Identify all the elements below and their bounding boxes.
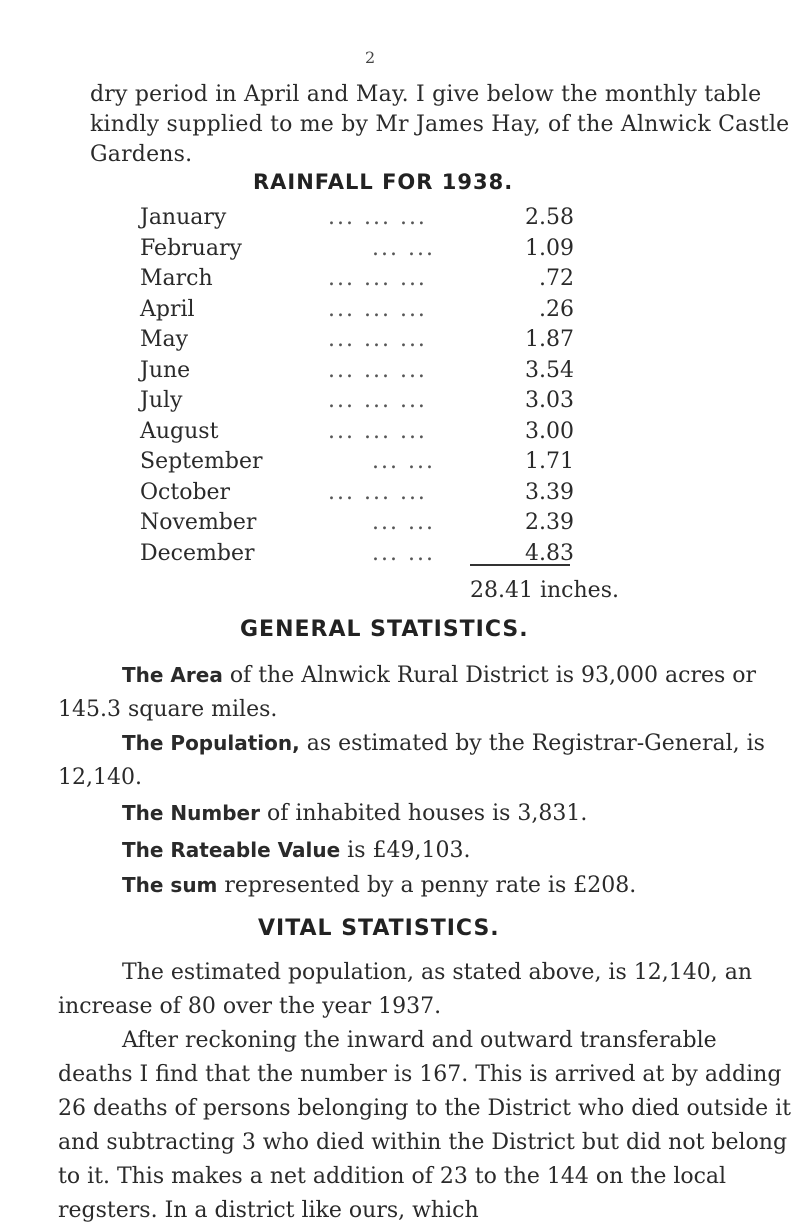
month-label: September [140, 449, 263, 474]
month-label: October [140, 479, 231, 505]
rainfall-row [140, 449, 610, 479]
penny-rate-statement [58, 868, 793, 903]
rainfall-value: .26 [539, 296, 574, 322]
rainfall-value: .72 [539, 266, 574, 291]
rainfall-row [140, 388, 610, 418]
penny-rate-label: The sum [122, 873, 218, 897]
leader-dots: ... ... ... [328, 418, 427, 444]
rainfall-title: RAINFALL FOR 1938. [253, 170, 514, 194]
total-rule [470, 564, 570, 566]
month-label: August [140, 418, 219, 444]
rainfall-value: 2.39 [525, 510, 574, 535]
month-label: May [140, 327, 189, 352]
population-text: as estimated by the Registrar-General, is 12,140. [58, 731, 765, 790]
rainfall-row [140, 327, 610, 357]
houses-text: of inhabited houses is 3,831. [266, 801, 588, 826]
houses-label: The Number [122, 801, 260, 825]
population-label: The Population, [122, 731, 300, 755]
rateable-text: is £49,103. [347, 838, 471, 863]
leader-dots: ... ... ... [328, 296, 427, 322]
area-label: The Area [122, 663, 223, 687]
vital-paragraph-1: The estimated population, as stated above, is 12,140, an increase of 80 over the year 1937. [58, 960, 752, 1019]
month-label: November [140, 510, 257, 535]
area-statement [58, 658, 793, 727]
vital-paragraph-2: After reckoning the inward and outward transferable deaths I find that the number is 167. This is arrived at by adding 26 deaths of persons belonging to the District who died outside it and subtracting 3 who died within the District but did not belong to it. This makes a net addition of 23 to the 144 on the local regsters. In a district like ours, which [58, 1028, 792, 1223]
month-label: June [140, 357, 191, 383]
vital-statistics-title: VITAL STATISTICS. [258, 916, 500, 941]
leader-dots: ... ... [372, 540, 435, 566]
rainfall-value: 3.54 [525, 357, 574, 383]
population-statement [58, 726, 793, 795]
page-number: 2 [365, 48, 376, 67]
rainfall-row [140, 297, 610, 327]
penny-rate-text: represented by a penny rate is £208. [224, 873, 637, 898]
rateable-statement [58, 833, 793, 868]
rainfall-value: 3.39 [525, 479, 574, 505]
leader-dots: ... ... ... [328, 205, 427, 230]
rainfall-row [140, 510, 610, 540]
month-label: February [140, 235, 242, 261]
rainfall-value: 3.00 [525, 418, 574, 444]
month-label: July [140, 388, 183, 413]
rainfall-row [140, 205, 610, 235]
leader-dots: ... ... [372, 449, 435, 474]
month-label: March [140, 266, 213, 291]
rainfall-row [140, 480, 610, 510]
intro-paragraph: dry period in April and May. I give below the monthly table kindly supplied to me by Mr James Hay, of the Alnwick Castle Gardens. [90, 82, 790, 167]
leader-dots: ... ... ... [328, 266, 427, 291]
rainfall-value: 2.58 [525, 205, 574, 230]
rainfall-value: 4.83 [525, 540, 574, 566]
rainfall-value: 1.09 [525, 235, 574, 261]
leader-dots: ... ... [372, 510, 435, 535]
month-label: January [140, 205, 227, 230]
rainfall-row [140, 266, 610, 296]
month-label: April [140, 296, 195, 322]
leader-dots: ... ... ... [328, 357, 427, 383]
rainfall-value: 3.03 [525, 388, 574, 413]
month-label: December [140, 540, 255, 566]
rainfall-row [140, 419, 610, 449]
general-statistics-title: GENERAL STATISTICS. [240, 617, 529, 642]
leader-dots: ... ... [372, 235, 435, 261]
rainfall-value: 1.87 [525, 327, 574, 352]
rainfall-row [140, 358, 610, 388]
rainfall-total: 28.41 inches. [470, 578, 619, 603]
leader-dots: ... ... ... [328, 327, 427, 352]
rainfall-row [140, 236, 610, 266]
rateable-label: The Rateable Value [122, 838, 341, 862]
rainfall-value: 1.71 [525, 449, 574, 474]
houses-statement [58, 796, 793, 831]
area-text: of the Alnwick Rural District is 93,000 acres or 145.3 square miles. [58, 663, 757, 722]
rainfall-row [140, 541, 610, 571]
leader-dots: ... ... ... [328, 479, 427, 505]
leader-dots: ... ... ... [328, 388, 427, 413]
